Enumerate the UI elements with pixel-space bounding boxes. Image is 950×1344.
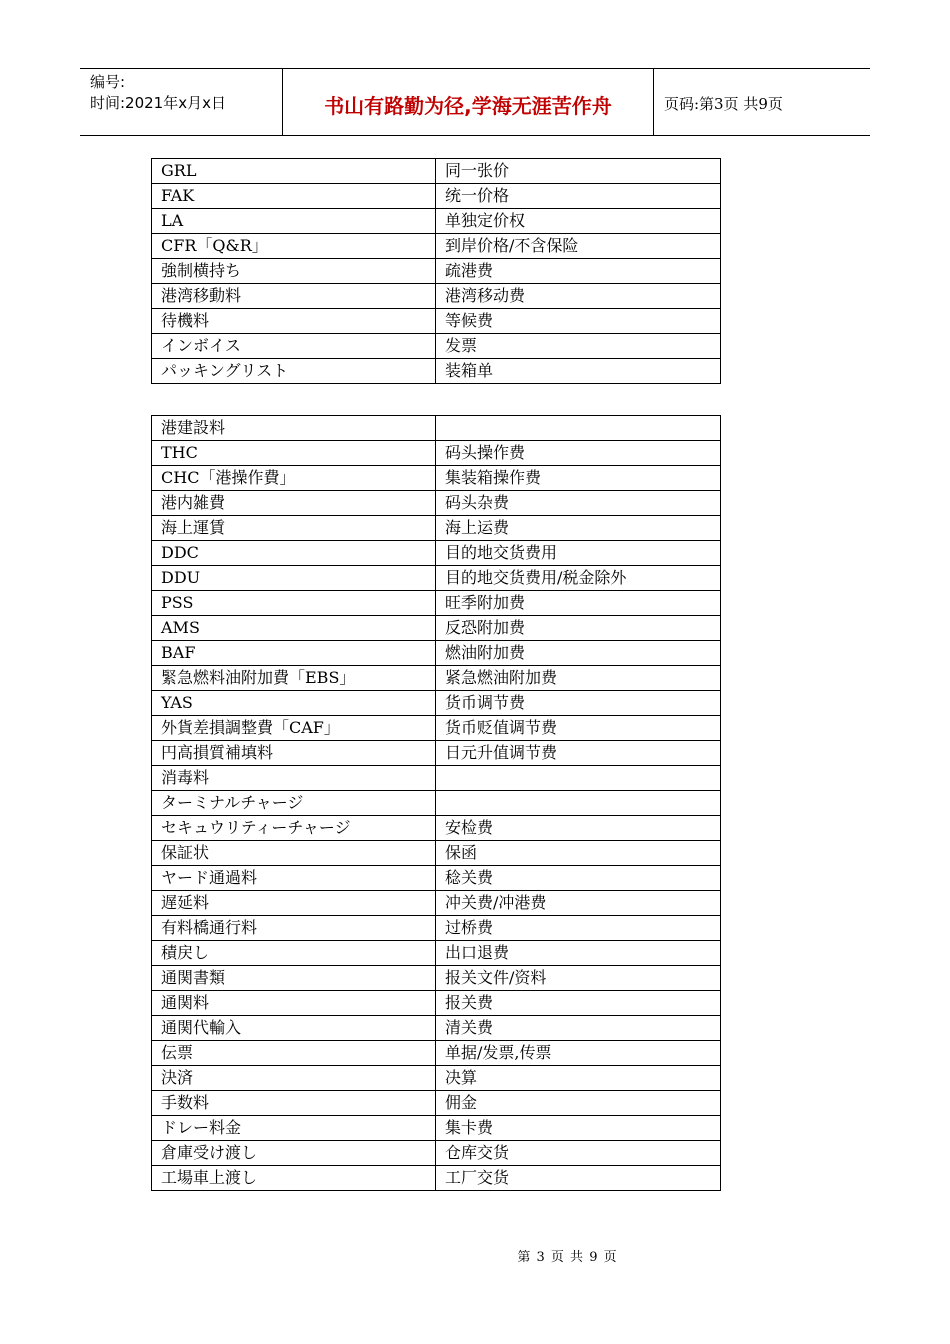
translation-cell: 码头杂费	[436, 491, 721, 516]
table-row	[152, 516, 721, 541]
term-cell: PSS	[152, 591, 436, 616]
table-row	[152, 441, 721, 466]
table-row	[152, 259, 721, 284]
table-row	[152, 766, 721, 791]
term-cell: FAK	[152, 184, 436, 209]
table-row	[152, 716, 721, 741]
term-cell: GRL	[152, 159, 436, 184]
table-row	[152, 1091, 721, 1116]
translation-cell: 日元升值调节费	[436, 741, 721, 766]
term-cell: 港建設料	[152, 416, 436, 441]
translation-cell	[436, 791, 721, 816]
translation-cell: 清关费	[436, 1016, 721, 1041]
table-row	[152, 159, 721, 184]
term-cell: 通関料	[152, 991, 436, 1016]
term-cell: LA	[152, 209, 436, 234]
glossary-table-2	[151, 415, 721, 1191]
table-row	[152, 1066, 721, 1091]
translation-cell: 集装箱操作费	[436, 466, 721, 491]
table-row	[152, 591, 721, 616]
table-row	[152, 416, 721, 441]
table-row	[152, 491, 721, 516]
table-row	[152, 691, 721, 716]
translation-cell: 目的地交货费用/税金除外	[436, 566, 721, 591]
translation-cell: 发票	[436, 334, 721, 359]
translation-cell: 佣金	[436, 1091, 721, 1116]
term-cell: DDU	[152, 566, 436, 591]
term-cell: 遅延料	[152, 891, 436, 916]
number-label: 编号:	[90, 73, 126, 91]
translation-cell: 装箱单	[436, 359, 721, 384]
translation-cell: 旺季附加费	[436, 591, 721, 616]
page-header	[80, 68, 870, 136]
term-cell: 積戻し	[152, 941, 436, 966]
translation-cell: 货币贬值调节费	[436, 716, 721, 741]
translation-cell: 目的地交货费用	[436, 541, 721, 566]
term-cell: ターミナルチャージ	[152, 791, 436, 816]
table-row	[152, 791, 721, 816]
term-cell: 港内雑費	[152, 491, 436, 516]
translation-cell: 报关费	[436, 991, 721, 1016]
translation-cell: 统一价格	[436, 184, 721, 209]
translation-cell	[436, 766, 721, 791]
translation-cell: 燃油附加费	[436, 641, 721, 666]
term-cell: 通関代輸入	[152, 1016, 436, 1041]
term-cell: AMS	[152, 616, 436, 641]
translation-cell: 决算	[436, 1066, 721, 1091]
table-row	[152, 741, 721, 766]
term-cell: 緊急燃料油附加費「EBS」	[152, 666, 436, 691]
translation-cell: 同一张价	[436, 159, 721, 184]
term-cell: 手数料	[152, 1091, 436, 1116]
translation-cell: 稔关费	[436, 866, 721, 891]
term-cell: BAF	[152, 641, 436, 666]
page-footer: 第 3 页 共 9 页	[517, 1250, 618, 1265]
translation-cell: 报关文件/资料	[436, 966, 721, 991]
translation-cell: 疏港费	[436, 259, 721, 284]
translation-cell: 港湾移动费	[436, 284, 721, 309]
translation-cell: 安检费	[436, 816, 721, 841]
translation-cell: 海上运费	[436, 516, 721, 541]
term-cell: CHC「港操作費」	[152, 466, 436, 491]
table-row	[152, 816, 721, 841]
term-cell: 通関書類	[152, 966, 436, 991]
term-cell: 待機料	[152, 309, 436, 334]
header-meta	[80, 69, 282, 135]
translation-cell: 单据/发票,传票	[436, 1041, 721, 1066]
term-cell: 工場車上渡し	[152, 1166, 436, 1191]
table-row	[152, 991, 721, 1016]
table-row	[152, 359, 721, 384]
translation-cell: 单独定价权	[436, 209, 721, 234]
term-cell: THC	[152, 441, 436, 466]
term-cell: DDC	[152, 541, 436, 566]
translation-cell: 反恐附加费	[436, 616, 721, 641]
table-row	[152, 184, 721, 209]
term-cell: ヤード通過料	[152, 866, 436, 891]
table-row	[152, 966, 721, 991]
table-row	[152, 841, 721, 866]
glossary-table-1	[151, 158, 721, 384]
translation-cell: 保函	[436, 841, 721, 866]
term-cell: CFR「Q&R」	[152, 234, 436, 259]
table-row	[152, 616, 721, 641]
term-cell: YAS	[152, 691, 436, 716]
table-row	[152, 566, 721, 591]
table-row	[152, 541, 721, 566]
translation-cell: 货币调节费	[436, 691, 721, 716]
translation-cell: 仓库交货	[436, 1141, 721, 1166]
table-row	[152, 641, 721, 666]
term-cell: 決済	[152, 1066, 436, 1091]
table-row	[152, 234, 721, 259]
table-row	[152, 1116, 721, 1141]
translation-cell: 出口退费	[436, 941, 721, 966]
term-cell: 海上運賃	[152, 516, 436, 541]
header-page-info: 页码:第3页 共9页	[664, 94, 783, 113]
term-cell: ドレー料金	[152, 1116, 436, 1141]
table-row	[152, 1041, 721, 1066]
translation-cell: 过桥费	[436, 916, 721, 941]
table-row	[152, 891, 721, 916]
translation-cell: 到岸价格/不含保险	[436, 234, 721, 259]
table-row	[152, 309, 721, 334]
term-cell: 伝票	[152, 1041, 436, 1066]
time-label: 时间:2021年x月x日	[90, 94, 226, 112]
table-row	[152, 1141, 721, 1166]
translation-cell: 冲关费/冲港费	[436, 891, 721, 916]
translation-cell: 等候费	[436, 309, 721, 334]
term-cell: 有料橋通行料	[152, 916, 436, 941]
table-row	[152, 941, 721, 966]
term-cell: パッキングリスト	[152, 359, 436, 384]
table-row	[152, 1166, 721, 1191]
translation-cell: 码头操作费	[436, 441, 721, 466]
term-cell: 港湾移動料	[152, 284, 436, 309]
translation-cell	[436, 416, 721, 441]
table-row	[152, 466, 721, 491]
term-cell: 円高損質補填料	[152, 741, 436, 766]
table-row	[152, 209, 721, 234]
term-cell: 強制横持ち	[152, 259, 436, 284]
term-cell: セキュウリティーチャージ	[152, 816, 436, 841]
translation-cell: 集卡费	[436, 1116, 721, 1141]
translation-cell: 工厂交货	[436, 1166, 721, 1191]
term-cell: 保証状	[152, 841, 436, 866]
table-row	[152, 1016, 721, 1041]
table-row	[152, 916, 721, 941]
term-cell: 外貨差損調整費「CAF」	[152, 716, 436, 741]
translation-cell: 紧急燃油附加费	[436, 666, 721, 691]
term-cell: インボイス	[152, 334, 436, 359]
table-row	[152, 284, 721, 309]
table-row	[152, 866, 721, 891]
term-cell: 倉庫受け渡し	[152, 1141, 436, 1166]
table-row	[152, 334, 721, 359]
term-cell: 消毒料	[152, 766, 436, 791]
header-motto: 书山有路勤为径,学海无涯苦作舟	[282, 69, 654, 135]
table-row	[152, 666, 721, 691]
